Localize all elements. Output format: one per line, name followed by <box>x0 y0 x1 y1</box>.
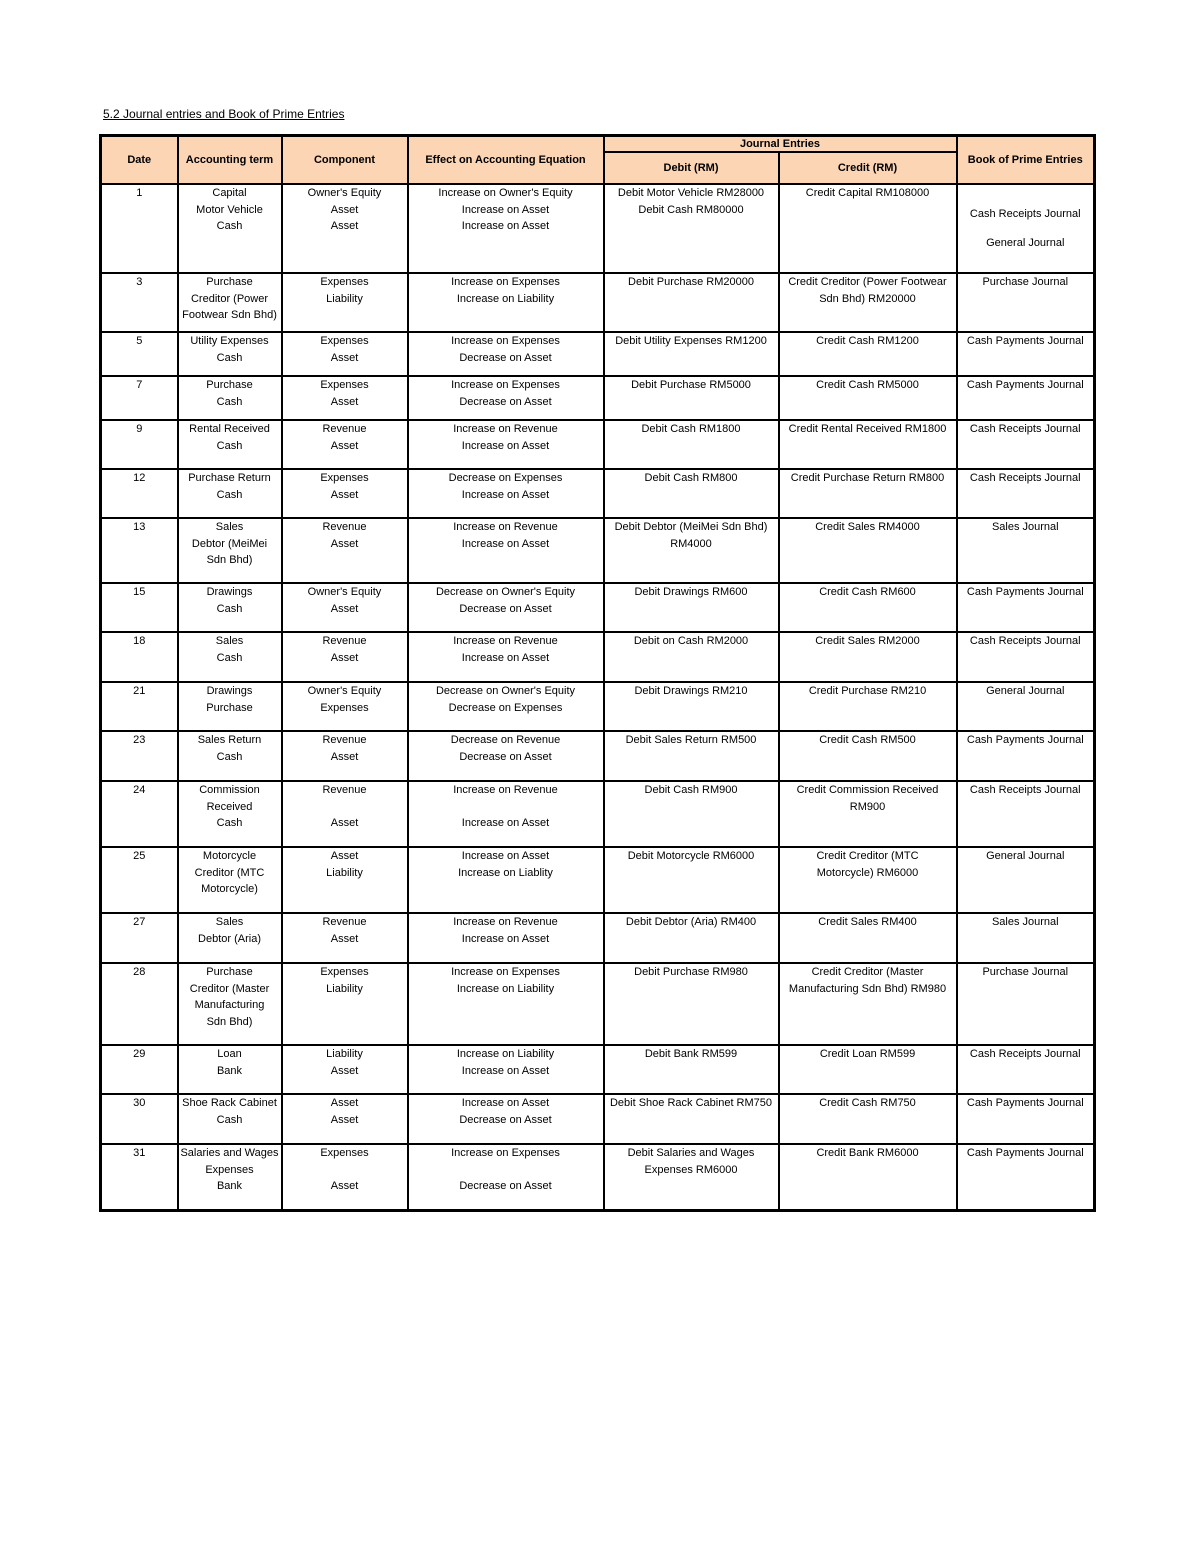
cell-credit: Credit Purchase Return RM800 <box>779 469 957 518</box>
cell-book: Cash Payments Journal <box>957 1094 1095 1144</box>
cell-book: Cash Receipts Journal <box>957 420 1095 469</box>
cell-component: Revenue Asset <box>282 518 408 583</box>
cell-debit: Debit Salaries and Wages Expenses RM6000 <box>604 1144 779 1210</box>
cell-credit: Credit Cash RM1200 <box>779 332 957 376</box>
cell-book: Sales Journal <box>957 913 1095 963</box>
cell-component: Expenses Asset <box>282 1144 408 1210</box>
cell-date: 30 <box>101 1094 178 1144</box>
cell-component: Expenses Liability <box>282 963 408 1045</box>
cell-debit: Debit Drawings RM600 <box>604 583 779 632</box>
cell-term: Salaries and Wages Expenses Bank <box>178 1144 282 1210</box>
table-row <box>101 420 1095 469</box>
cell-term: Utility Expenses Cash <box>178 332 282 376</box>
cell-credit: Credit Capital RM108000 <box>779 184 957 273</box>
cell-debit: Debit Cash RM800 <box>604 469 779 518</box>
table-row <box>101 1144 1095 1210</box>
header-effect: Effect on Accounting Equation <box>408 136 604 185</box>
cell-debit: Debit Purchase RM5000 <box>604 376 779 420</box>
cell-component: Expenses Asset <box>282 469 408 518</box>
cell-credit: Credit Cash RM5000 <box>779 376 957 420</box>
cell-date: 5 <box>101 332 178 376</box>
table-row <box>101 731 1095 781</box>
cell-debit: Debit Cash RM900 <box>604 781 779 847</box>
cell-debit: Debit Shoe Rack Cabinet RM750 <box>604 1094 779 1144</box>
cell-date: 21 <box>101 682 178 731</box>
cell-book: Sales Journal <box>957 518 1095 583</box>
cell-component: Revenue Asset <box>282 781 408 847</box>
cell-component: Expenses Asset <box>282 376 408 420</box>
cell-effect: Increase on Expenses Increase on Liability <box>408 963 604 1045</box>
table-row <box>101 847 1095 913</box>
table-row <box>101 963 1095 1045</box>
table-row <box>101 1094 1095 1144</box>
cell-date: 3 <box>101 273 178 332</box>
cell-book: Purchase Journal <box>957 963 1095 1045</box>
cell-debit: Debit Cash RM1800 <box>604 420 779 469</box>
cell-date: 25 <box>101 847 178 913</box>
journal-table <box>99 134 1096 1212</box>
cell-date: 1 <box>101 184 178 273</box>
cell-book: General Journal <box>957 682 1095 731</box>
cell-credit: Credit Bank RM6000 <box>779 1144 957 1210</box>
cell-effect: Decrease on Revenue Decrease on Asset <box>408 731 604 781</box>
header-journal-entries: Journal Entries <box>604 136 957 153</box>
cell-term: Purchase Return Cash <box>178 469 282 518</box>
cell-term: Sales Debtor (Aria) <box>178 913 282 963</box>
cell-credit: Credit Cash RM750 <box>779 1094 957 1144</box>
cell-debit: Debit Motor Vehicle RM28000 Debit Cash RM80000 <box>604 184 779 273</box>
cell-effect: Increase on Liability Increase on Asset <box>408 1045 604 1094</box>
cell-date: 23 <box>101 731 178 781</box>
cell-book: Purchase Journal <box>957 273 1095 332</box>
cell-book: General Journal <box>957 847 1095 913</box>
cell-date: 27 <box>101 913 178 963</box>
cell-term: Shoe Rack Cabinet Cash <box>178 1094 282 1144</box>
cell-effect: Increase on Revenue Increase on Asset <box>408 632 604 682</box>
cell-component: Expenses Liability <box>282 273 408 332</box>
cell-component: Liability Asset <box>282 1045 408 1094</box>
header-component: Component <box>282 136 408 185</box>
cell-effect: Decrease on Expenses Increase on Asset <box>408 469 604 518</box>
cell-debit: Debit Sales Return RM500 <box>604 731 779 781</box>
cell-component: Owner's Equity Asset <box>282 583 408 632</box>
cell-debit: Debit Debtor (Aria) RM400 <box>604 913 779 963</box>
cell-debit: Debit Drawings RM210 <box>604 682 779 731</box>
cell-debit: Debit Bank RM599 <box>604 1045 779 1094</box>
table-row <box>101 1045 1095 1094</box>
cell-credit: Credit Loan RM599 <box>779 1045 957 1094</box>
cell-term: Purchase Cash <box>178 376 282 420</box>
cell-date: 13 <box>101 518 178 583</box>
cell-date: 29 <box>101 1045 178 1094</box>
table-row <box>101 632 1095 682</box>
cell-credit: Credit Creditor (MTC Motorcycle) RM6000 <box>779 847 957 913</box>
cell-term: Motorcycle Creditor (MTC Motorcycle) <box>178 847 282 913</box>
cell-debit: Debit Debtor (MeiMei Sdn Bhd) RM4000 <box>604 518 779 583</box>
cell-credit: Credit Purchase RM210 <box>779 682 957 731</box>
cell-term: Commission Received Cash <box>178 781 282 847</box>
cell-component: Asset Liability <box>282 847 408 913</box>
page-title: 5.2 Journal entries and Book of Prime Entries <box>103 107 345 121</box>
cell-credit: Credit Commission Received RM900 <box>779 781 957 847</box>
cell-book: Cash Payments Journal <box>957 376 1095 420</box>
table-row <box>101 781 1095 847</box>
cell-term: Sales Cash <box>178 632 282 682</box>
cell-term: Loan Bank <box>178 1045 282 1094</box>
table-row <box>101 469 1095 518</box>
cell-effect: Increase on Revenue Increase on Asset <box>408 913 604 963</box>
cell-book: Cash Payments Journal <box>957 1144 1095 1210</box>
header-book-of-prime-entries: Book of Prime Entries <box>957 136 1095 185</box>
cell-book: Cash Receipts Journal <box>957 469 1095 518</box>
cell-effect: Increase on Revenue Increase on Asset <box>408 781 604 847</box>
cell-effect: Increase on Expenses Increase on Liability <box>408 273 604 332</box>
cell-term: Drawings Purchase <box>178 682 282 731</box>
cell-effect: Increase on Expenses Decrease on Asset <box>408 1144 604 1210</box>
cell-term: Purchase Creditor (Power Footwear Sdn Bhd) <box>178 273 282 332</box>
cell-term: Capital Motor Vehicle Cash <box>178 184 282 273</box>
cell-component: Asset Asset <box>282 1094 408 1144</box>
cell-effect: Decrease on Owner's Equity Decrease on Expenses <box>408 682 604 731</box>
table-row <box>101 184 1095 273</box>
cell-credit: Credit Cash RM500 <box>779 731 957 781</box>
cell-component: Revenue Asset <box>282 913 408 963</box>
table-row <box>101 583 1095 632</box>
cell-component: Expenses Asset <box>282 332 408 376</box>
cell-debit: Debit Purchase RM20000 <box>604 273 779 332</box>
table-row <box>101 332 1095 376</box>
table-row <box>101 913 1095 963</box>
header-date: Date <box>101 136 178 185</box>
cell-effect: Increase on Expenses Decrease on Asset <box>408 376 604 420</box>
cell-component: Revenue Asset <box>282 731 408 781</box>
cell-book: Cash Payments Journal <box>957 583 1095 632</box>
cell-book: Cash Receipts Journal <box>957 1045 1095 1094</box>
cell-term: Purchase Creditor (Master Manufacturing Sdn Bhd) <box>178 963 282 1045</box>
cell-effect: Increase on Revenue Increase on Asset <box>408 420 604 469</box>
cell-credit: Credit Sales RM4000 <box>779 518 957 583</box>
header-debit: Debit (RM) <box>604 152 779 184</box>
cell-book: Cash Receipts Journal <box>957 632 1095 682</box>
table-row <box>101 518 1095 583</box>
table-row <box>101 682 1095 731</box>
cell-date: 28 <box>101 963 178 1045</box>
cell-date: 9 <box>101 420 178 469</box>
cell-credit: Credit Rental Received RM1800 <box>779 420 957 469</box>
cell-book: Cash Payments Journal <box>957 332 1095 376</box>
cell-book <box>957 184 1095 273</box>
cell-debit: Debit Purchase RM980 <box>604 963 779 1045</box>
cell-credit: Credit Creditor (Power Footwear Sdn Bhd) RM20000 <box>779 273 957 332</box>
cell-debit: Debit Motorcycle RM6000 <box>604 847 779 913</box>
cell-credit: Credit Sales RM2000 <box>779 632 957 682</box>
cell-book-primary: Cash Receipts Journal <box>969 207 1081 220</box>
cell-component: Revenue Asset <box>282 632 408 682</box>
cell-effect: Increase on Revenue Increase on Asset <box>408 518 604 583</box>
table-row <box>101 376 1095 420</box>
cell-credit: Credit Cash RM600 <box>779 583 957 632</box>
cell-credit: Credit Creditor (Master Manufacturing Sdn Bhd) RM980 <box>779 963 957 1045</box>
cell-component: Owner's Equity Expenses <box>282 682 408 731</box>
table-row <box>101 273 1095 332</box>
cell-date: 15 <box>101 583 178 632</box>
cell-book: Cash Payments Journal <box>957 731 1095 781</box>
cell-term: Sales Return Cash <box>178 731 282 781</box>
cell-date: 31 <box>101 1144 178 1210</box>
cell-effect: Increase on Asset Increase on Liablity <box>408 847 604 913</box>
cell-effect: Decrease on Owner's Equity Decrease on Asset <box>408 583 604 632</box>
cell-effect: Increase on Asset Decrease on Asset <box>408 1094 604 1144</box>
cell-component: Revenue Asset <box>282 420 408 469</box>
cell-component: Owner's Equity Asset Asset <box>282 184 408 273</box>
cell-date: 18 <box>101 632 178 682</box>
header-credit: Credit (RM) <box>779 152 957 184</box>
cell-term: Sales Debtor (MeiMei Sdn Bhd) <box>178 518 282 583</box>
cell-book-secondary: General Journal <box>986 237 1065 249</box>
cell-effect: Increase on Owner's Equity Increase on Asset Increase on Asset <box>408 184 604 273</box>
cell-term: Drawings Cash <box>178 583 282 632</box>
cell-credit: Credit Sales RM400 <box>779 913 957 963</box>
cell-debit: Debit on Cash RM2000 <box>604 632 779 682</box>
header-accounting-term: Accounting term <box>178 136 282 185</box>
cell-debit: Debit Utility Expenses RM1200 <box>604 332 779 376</box>
cell-book: Cash Receipts Journal <box>957 781 1095 847</box>
cell-date: 12 <box>101 469 178 518</box>
cell-effect: Increase on Expenses Decrease on Asset <box>408 332 604 376</box>
cell-term: Rental Received Cash <box>178 420 282 469</box>
cell-date: 7 <box>101 376 178 420</box>
cell-date: 24 <box>101 781 178 847</box>
